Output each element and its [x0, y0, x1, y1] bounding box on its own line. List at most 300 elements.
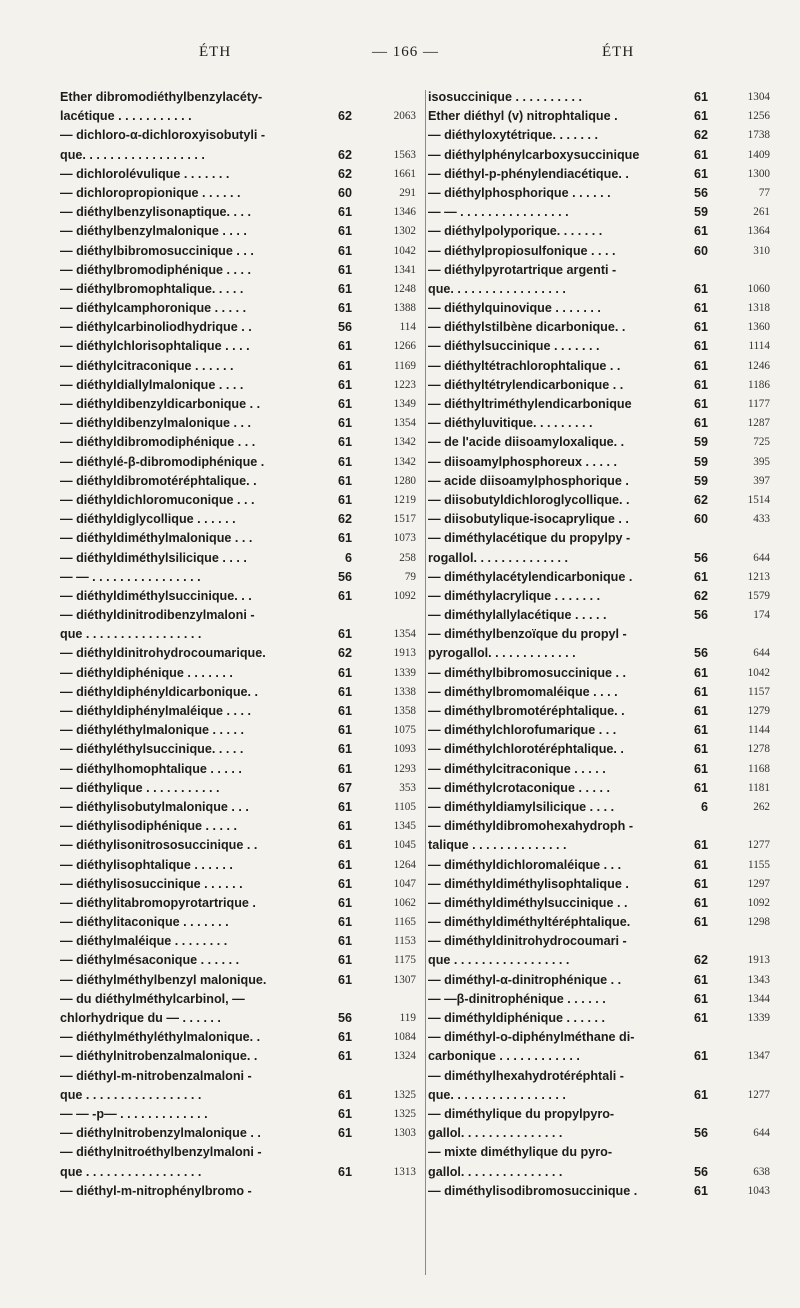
page-reference: 1181 — [748, 781, 770, 794]
page-reference: 261 — [753, 206, 770, 219]
page-reference: 1165 — [394, 916, 416, 929]
page-reference: 1175 — [394, 954, 416, 967]
page-reference: 1341 — [393, 263, 416, 276]
page-reference: 1354 — [393, 628, 416, 641]
index-entry — [428, 875, 770, 894]
volume-number: 62 — [337, 646, 352, 661]
page-reference: 291 — [399, 186, 416, 199]
index-entry — [428, 376, 770, 395]
header-left-term: ÉTH — [199, 44, 232, 60]
index-entry — [428, 798, 770, 817]
index-entry — [428, 1105, 770, 1124]
volume-number: 61 — [693, 780, 708, 795]
volume-number: 61 — [337, 1164, 352, 1179]
page-reference: 433 — [753, 513, 770, 526]
entry-text: — diéthylpyrotartrique argenti - — [428, 262, 617, 277]
volume-number: 61 — [337, 972, 352, 987]
page-reference: 1219 — [393, 493, 416, 506]
volume-number: 6 — [344, 550, 352, 565]
page-reference: 1345 — [393, 820, 416, 833]
page-reference: 262 — [753, 800, 770, 813]
index-entry — [60, 433, 418, 452]
left-column — [60, 88, 418, 1201]
index-entry — [60, 184, 418, 203]
volume-number: 56 — [693, 185, 708, 200]
volume-number: 61 — [337, 934, 352, 949]
entry-text: — diéthylisobutylmalonique . . . — [60, 799, 249, 814]
volume-number: 62 — [693, 588, 708, 603]
page-reference: 1264 — [393, 858, 416, 871]
page-reference: 1738 — [747, 129, 770, 142]
page-number: — 166 — — [372, 44, 439, 60]
entry-text: — diméthylacétylendicarbonique . — [428, 569, 633, 584]
page-reference: 1075 — [393, 724, 416, 737]
index-entry — [428, 1067, 770, 1086]
entry-text: — diméthylique du propylpyro- — [428, 1106, 615, 1121]
page-reference: 1563 — [393, 148, 416, 161]
volume-number: 61 — [337, 953, 352, 968]
page-reference: 1223 — [393, 378, 416, 391]
volume-number: 61 — [337, 416, 352, 431]
page-reference: 1343 — [747, 973, 770, 986]
index-entry — [428, 1009, 770, 1028]
entry-text: — diméthylbibromosuccinique . . — [428, 665, 627, 680]
page-reference: 1302 — [393, 225, 416, 238]
volume-number: 56 — [693, 608, 708, 623]
index-entry — [60, 740, 418, 759]
index-entry — [60, 318, 418, 337]
index-entry — [428, 1086, 770, 1105]
entry-text: — diéthyléthylmalonique . . . . . — [60, 723, 245, 738]
volume-number: 59 — [693, 435, 708, 450]
entry-text: — diméthyldiméthylisophtalique . — [428, 876, 629, 891]
index-entry — [428, 337, 770, 356]
page-reference: 1338 — [393, 685, 416, 698]
entry-text: — dichlorolévulique . . . . . . . — [60, 166, 230, 181]
index-entry — [60, 683, 418, 702]
volume-number: 61 — [693, 397, 708, 411]
entry-text: — diéthylbenzylisonaptique. . . . — [60, 205, 252, 220]
entry-text: gallol. . . . . . . . . . . . . . . — [428, 1164, 563, 1179]
volume-number: 61 — [337, 358, 352, 373]
entry-text: — diéthylnitrobenzalmalonique. . — [60, 1049, 258, 1064]
index-entry — [428, 1143, 770, 1162]
entry-text: — diéthyldiphénique . . . . . . . — [60, 665, 233, 680]
page-reference: 1298 — [747, 916, 770, 929]
index-entry — [60, 453, 418, 472]
volume-number: 61 — [693, 1049, 708, 1064]
volume-number: 59 — [693, 473, 708, 488]
entry-text: — diéthylisonitrososuccinique . . — [60, 838, 258, 853]
page-reference: 174 — [753, 609, 770, 622]
entry-text: — diisobutyldichloroglycollique. . — [428, 492, 630, 507]
entry-text: — diéthyldiméthylsuccinique. . . — [60, 588, 252, 603]
index-entry — [428, 510, 770, 529]
volume-number: 61 — [693, 1087, 708, 1102]
volume-number: 61 — [337, 819, 352, 834]
page-reference: 1092 — [747, 896, 770, 909]
index-entry — [428, 587, 770, 606]
page-reference: 1349 — [393, 398, 416, 410]
page-reference: 114 — [399, 321, 416, 334]
index-entry — [60, 549, 418, 568]
entry-text: — diméthylallylacétique . . . . . — [428, 608, 607, 623]
entry-text: — diéthylphosphorique . . . . . . — [428, 185, 611, 200]
index-entry — [60, 1086, 418, 1105]
volume-number: 61 — [337, 492, 352, 507]
page-reference: 1913 — [393, 647, 416, 660]
index-entry — [428, 395, 770, 414]
entry-text: que . . . . . . . . . . . . . . . . . — [60, 1087, 202, 1102]
volume-number: 61 — [337, 301, 352, 316]
entry-text: — diéthylnitroéthylbenzylmaloni - — [60, 1145, 262, 1160]
index-entry — [428, 242, 770, 261]
entry-text: — diéthylbromophtalique. . . . . — [60, 281, 244, 296]
volume-number: 61 — [337, 1126, 352, 1141]
page-reference: 395 — [753, 455, 770, 468]
index-entry — [428, 472, 770, 491]
volume-number: 61 — [337, 435, 352, 450]
page-reference: 1364 — [747, 225, 770, 238]
entry-text: — diéthylisodiphénique . . . . . — [60, 819, 238, 834]
index-entry — [60, 510, 418, 529]
volume-number: 61 — [337, 205, 352, 220]
index-entry — [60, 856, 418, 875]
volume-number: 61 — [693, 665, 708, 680]
volume-number: 61 — [337, 742, 352, 757]
entry-text: — mixte diméthylique du pyro- — [428, 1145, 613, 1160]
entry-text: — diéthyléthylsuccinique. . . . . — [60, 742, 244, 757]
volume-number: 61 — [693, 838, 708, 853]
index-entry — [428, 433, 770, 452]
entry-text: — diéthyltétrylendicarbonique . . — [428, 377, 624, 392]
volume-number: 61 — [693, 377, 708, 392]
page-reference: 1661 — [393, 167, 416, 180]
index-entry — [428, 932, 770, 951]
volume-number: 61 — [337, 1049, 352, 1064]
page-reference: 1324 — [393, 1050, 416, 1063]
page-reference: 1277 — [747, 1088, 770, 1101]
page-reference: 1168 — [748, 762, 770, 775]
index-entry — [428, 1028, 770, 1047]
page-reference: 1409 — [747, 148, 770, 161]
volume-number: 61 — [337, 761, 352, 776]
page-reference: 1388 — [393, 302, 416, 315]
volume-number: 67 — [337, 780, 352, 795]
entry-text: — diméthylbenzoïque du propyl - — [428, 627, 627, 642]
index-entry — [60, 414, 418, 433]
index-entry — [60, 472, 418, 491]
index-entry — [60, 1182, 418, 1201]
volume-number: 62 — [693, 953, 708, 968]
entry-text: — diéthylcarbinoliodhydrique . . — [60, 320, 252, 335]
volume-number: 61 — [337, 1106, 352, 1121]
volume-number: 61 — [693, 704, 708, 718]
volume-number: 61 — [693, 301, 708, 316]
page-reference: 1278 — [747, 743, 770, 756]
entry-text: — diéthylmésaconique . . . . . . — [60, 953, 240, 968]
entry-text: — diéthylhomophtalique . . . . . — [60, 761, 242, 776]
volume-number: 56 — [693, 550, 708, 565]
index-entry — [60, 1009, 418, 1028]
page-reference: 1360 — [747, 321, 770, 334]
volume-number: 56 — [337, 1011, 352, 1025]
entry-text: — diéthylbibromosuccinique . . . — [60, 243, 254, 258]
entry-text: — de l'acide diisoamyloxalique. . — [428, 435, 625, 450]
page-reference: 1514 — [747, 493, 770, 506]
page-reference: 258 — [399, 551, 416, 564]
index-entry — [60, 836, 418, 855]
index-entry — [60, 337, 418, 356]
entry-text: — diéthylpropiosulfonique . . . . — [428, 243, 616, 258]
index-entry — [60, 798, 418, 817]
index-entry — [60, 932, 418, 951]
index-entry — [60, 817, 418, 836]
entry-text: — diéthyl-m-nitrobenzalmaloni - — [60, 1068, 252, 1083]
index-entry — [428, 817, 770, 836]
entry-text: — diéthylique . . . . . . . . . . . — [60, 780, 220, 795]
entry-text: Ether dibromodiéthylbenzylacéty- — [60, 90, 263, 104]
index-entry — [60, 951, 418, 970]
index-entry — [428, 1124, 770, 1143]
page-reference: 1287 — [747, 417, 770, 430]
entry-text: — acide diisoamylphosphorique . — [428, 473, 629, 488]
page-reference: 1325 — [393, 1107, 416, 1120]
entry-text: — diéthylisosuccinique . . . . . . — [60, 876, 243, 891]
page-reference: 1144 — [748, 724, 770, 737]
page-reference: 1062 — [393, 896, 416, 909]
entry-text: — diéthyltétrachlorophtalique . . — [428, 358, 621, 373]
entry-text: — diéthyldiméthylsilicique . . . . — [60, 550, 247, 565]
entry-text: — diéthylchlorisophtalique . . . . — [60, 339, 250, 354]
entry-text: — diéthylcitraconique . . . . . . — [60, 358, 234, 373]
entry-text: — — . . . . . . . . . . . . . . . . — [60, 569, 201, 584]
entry-text: — diéthylmaléique . . . . . . . . — [60, 934, 228, 949]
entry-text: — diméthylhexahydrotéréphtali - — [428, 1068, 624, 1083]
entry-text: — diéthylbenzylmalonique . . . . — [60, 224, 247, 239]
index-entry — [60, 107, 418, 126]
volume-number: 61 — [693, 1011, 708, 1025]
entry-text: — diéthyldibenzyldicarbonique . . — [60, 397, 261, 411]
page-reference: 79 — [404, 570, 416, 583]
index-entry — [428, 740, 770, 759]
entry-text: — diméthyldinitrohydrocoumari - — [428, 934, 627, 949]
entry-text: que. . . . . . . . . . . . . . . . . — [428, 281, 566, 296]
index-entry — [60, 721, 418, 740]
entry-text: talique . . . . . . . . . . . . . . — [428, 838, 567, 853]
index-entry — [428, 894, 770, 913]
entry-text: — diméthyldichloromaléique . . . — [428, 857, 622, 872]
page-reference: 1155 — [748, 858, 770, 871]
entry-text: — diméthylacrylique . . . . . . . — [428, 588, 601, 603]
volume-number: 61 — [337, 588, 352, 603]
index-entry — [428, 606, 770, 625]
volume-number: 61 — [693, 761, 708, 776]
entry-text: — diméthylbromotéréphtalique. . — [428, 704, 625, 718]
page-reference: 1266 — [393, 340, 416, 353]
page-reference: 119 — [399, 1012, 416, 1024]
entry-text: que . . . . . . . . . . . . . . . . . — [428, 953, 570, 968]
index-entry — [428, 165, 770, 184]
entry-text: — diéthylstilbène dicarbonique. . — [428, 320, 626, 335]
page-reference: 1293 — [393, 762, 416, 775]
entry-text: — diisobutylique-isocaprylique . . — [428, 512, 629, 527]
volume-number: 61 — [337, 454, 352, 469]
volume-number: 62 — [337, 109, 352, 124]
entry-text: Ether diéthyl (v) nitrophtalique . — [428, 109, 618, 124]
index-entry — [428, 529, 770, 548]
index-entry — [428, 126, 770, 145]
volume-number: 59 — [693, 454, 708, 469]
entry-text: — diisoamylphosphoreux . . . . . — [428, 454, 617, 469]
index-entry — [60, 1163, 418, 1182]
page-reference: 1043 — [747, 1184, 770, 1197]
index-entry — [60, 913, 418, 932]
index-entry — [428, 549, 770, 568]
volume-number: 61 — [337, 243, 352, 258]
entry-text: — dichloropropionique . . . . . . — [60, 185, 241, 200]
index-entry — [60, 587, 418, 606]
index-entry — [60, 990, 418, 1009]
entry-text: — diéthylisophtalique . . . . . . — [60, 857, 233, 872]
entry-text: — diéthyloxytétrique. . . . . . . — [428, 128, 599, 143]
entry-text: — diméthylchlorotéréphtalique. . — [428, 742, 624, 757]
page-reference: 1256 — [747, 110, 770, 123]
volume-number: 59 — [693, 205, 708, 220]
entry-text: — diéthyltriméthylendicarbonique — [428, 397, 632, 411]
entry-text: — diméthylcrotaconique . . . . . — [428, 780, 610, 795]
entry-text: — diméthyldiphénique . . . . . . — [428, 1011, 606, 1025]
entry-text: — —β-dinitrophénique . . . . . . — [428, 991, 606, 1006]
index-entry — [428, 203, 770, 222]
volume-number: 61 — [693, 857, 708, 872]
entry-text: que . . . . . . . . . . . . . . . . . — [60, 627, 202, 642]
index-entry — [428, 779, 770, 798]
volume-number: 61 — [337, 684, 352, 699]
entry-text: — diéthylpolyporique. . . . . . . — [428, 224, 603, 239]
volume-number: 61 — [337, 224, 352, 239]
page-reference: 1342 — [393, 436, 416, 449]
index-entry — [428, 856, 770, 875]
volume-number: 62 — [337, 512, 352, 527]
page-reference: 1092 — [393, 589, 416, 602]
volume-number: 56 — [693, 1126, 708, 1141]
page-reference: 1093 — [393, 743, 416, 756]
volume-number: 56 — [693, 646, 708, 661]
entry-text: — diéthyldiglycollique . . . . . . — [60, 512, 236, 527]
volume-number: 61 — [337, 531, 352, 546]
volume-number: 56 — [337, 320, 352, 335]
entry-text: — diméthylacétique du propylpy - — [428, 531, 631, 546]
page-reference: 644 — [753, 551, 770, 564]
index-entry — [60, 242, 418, 261]
index-entry — [428, 491, 770, 510]
page-reference: 1105 — [394, 800, 416, 813]
volume-number: 61 — [337, 895, 352, 910]
index-entry — [428, 261, 770, 280]
index-entry — [60, 261, 418, 280]
entry-text: — diéthylé-β-dibromodiphénique . — [60, 454, 265, 469]
page-reference: 1213 — [747, 570, 770, 583]
index-entry — [60, 971, 418, 990]
index-entry — [60, 1124, 418, 1143]
index-entry — [428, 107, 770, 126]
volume-number: 61 — [693, 416, 708, 431]
volume-number: 61 — [693, 281, 708, 296]
index-entry — [428, 721, 770, 740]
index-entry — [60, 222, 418, 241]
index-entry — [60, 702, 418, 721]
index-entry — [428, 453, 770, 472]
volume-number: 61 — [337, 1030, 352, 1045]
page-reference: 1517 — [393, 513, 416, 526]
index-entry — [60, 1067, 418, 1086]
index-entry — [60, 644, 418, 663]
index-entry — [428, 414, 770, 433]
volume-number: 60 — [337, 185, 352, 200]
index-entry — [428, 568, 770, 587]
entry-text: isosuccinique . . . . . . . . . . — [428, 90, 582, 104]
index-entry — [428, 625, 770, 644]
entry-text: — diméthylbromomaléique . . . . — [428, 684, 618, 699]
volume-number: 61 — [693, 1183, 708, 1198]
index-entry — [60, 299, 418, 318]
page-reference: 1060 — [747, 282, 770, 295]
index-entry — [60, 1143, 418, 1162]
page-reference: 1042 — [747, 666, 770, 679]
page-reference: 644 — [753, 647, 770, 660]
entry-text: — diéthylitaconique . . . . . . . — [60, 915, 229, 930]
entry-text: — diéthylitabromopyrotartrique . — [60, 895, 256, 910]
volume-number: 61 — [693, 684, 708, 699]
page-reference: 1248 — [393, 282, 416, 295]
volume-number: 61 — [337, 704, 352, 718]
page-reference: 1344 — [747, 992, 770, 1005]
entry-text: — diéthyl-p-phénylendiacétique. . — [428, 166, 629, 181]
index-entry — [428, 683, 770, 702]
index-entry — [60, 664, 418, 683]
page-reference: 725 — [753, 436, 770, 449]
index-entry — [428, 664, 770, 683]
volume-number: 61 — [693, 742, 708, 757]
entry-text: — diéthyldibenzylmalonique . . . — [60, 416, 252, 431]
page-reference: 1297 — [747, 877, 770, 890]
index-entry — [60, 280, 418, 299]
index-entry — [428, 1182, 770, 1201]
entry-text: — diméthyldiméthyltéréphtalique. — [428, 915, 631, 930]
entry-text: — diéthyldiméthylmalonique . . . — [60, 531, 253, 546]
page-reference: 1169 — [394, 359, 416, 372]
page-header — [0, 44, 800, 66]
index-entry — [428, 644, 770, 663]
entry-text: — diéthyldibromotéréphtalique. . — [60, 473, 257, 488]
index-entry — [60, 606, 418, 625]
entry-text: — dichloro-α-dichloroxyisobutyli - — [60, 128, 266, 143]
entry-text: — diéthyldinitrodibenzylmaloni - — [60, 608, 255, 623]
entry-text: — diéthylméthyléthylmalonique. . — [60, 1030, 261, 1045]
entry-text: que . . . . . . . . . . . . . . . . . — [60, 1164, 202, 1179]
index-entry — [428, 836, 770, 855]
page-reference: 397 — [753, 474, 770, 487]
volume-number: 62 — [693, 128, 708, 143]
index-entry — [60, 1028, 418, 1047]
volume-number: 61 — [693, 895, 708, 910]
page-reference: 1246 — [747, 359, 770, 372]
volume-number: 61 — [337, 799, 352, 814]
volume-number: 61 — [337, 339, 352, 354]
volume-number: 61 — [337, 915, 352, 930]
volume-number: 61 — [337, 281, 352, 296]
